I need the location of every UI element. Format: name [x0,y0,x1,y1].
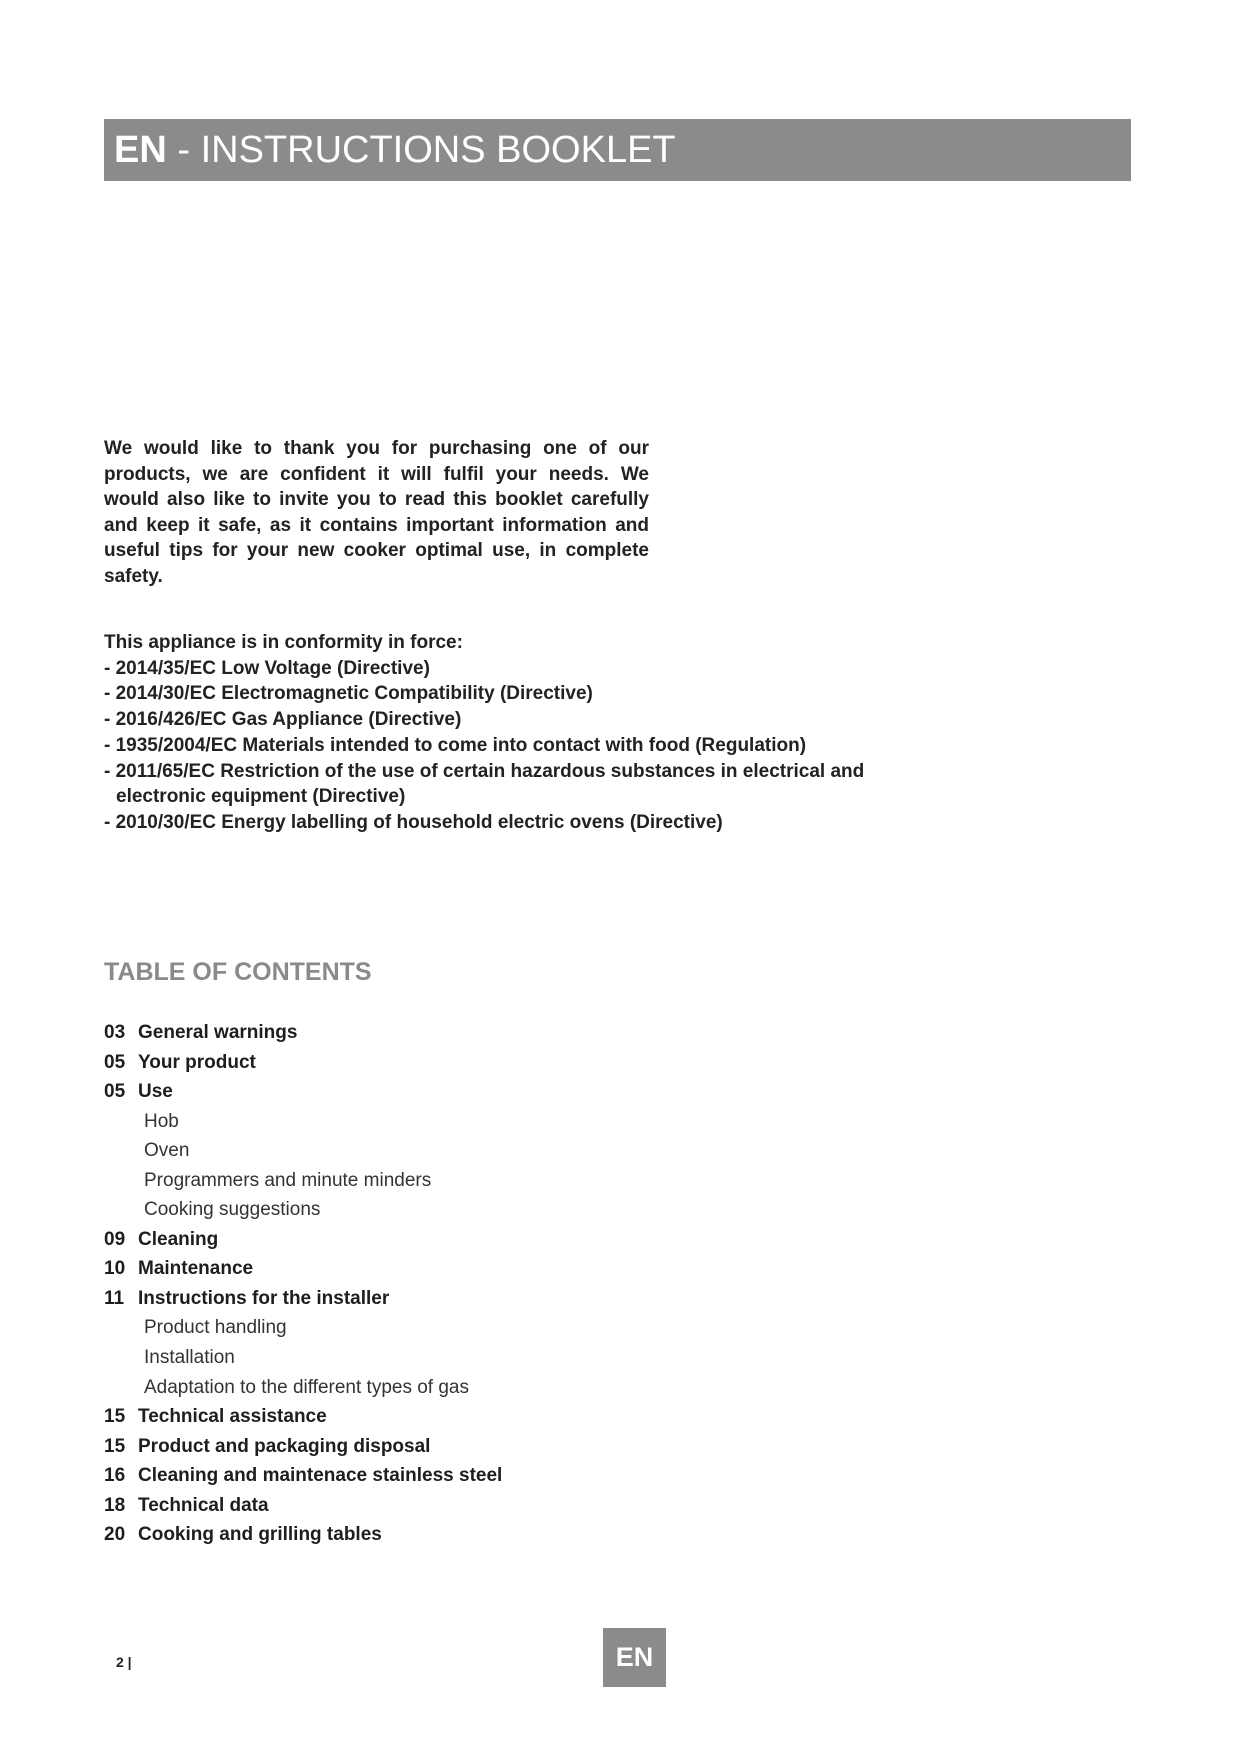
header-language-code: EN [114,129,167,171]
toc-entry [104,1520,804,1550]
toc-entry [104,1461,804,1491]
toc-entry-label: Cleaning and maintenace stainless steel [138,1465,503,1487]
toc-entry [104,1048,804,1078]
toc-entry-label: Technical assistance [138,1406,327,1428]
toc-subentry: Cooking suggestions [144,1199,321,1221]
conformity-item: - 2016/426/EC Gas Appliance (Directive) [104,709,462,731]
conformity-item: - 1935/2004/EC Materials intended to come into contact with food (Regulation) [104,734,807,756]
conformity-item: - 2011/65/EC Restriction of the use of certain hazardous substances in electrical and electronic equipment (Directive) [104,760,865,808]
header-banner [104,119,1131,181]
toc-page-number: 11 [104,1287,125,1309]
toc-entry [104,1254,804,1284]
page-number: 2 | [116,1654,132,1670]
toc-subentry: Hob [144,1110,179,1132]
toc-entry-label: Use [138,1081,173,1103]
toc-title: TABLE OF CONTENTS [104,958,372,986]
toc-entry-label: Technical data [138,1494,269,1516]
toc-subentry: Oven [144,1140,190,1162]
toc-entry-label: Your product [138,1051,256,1073]
toc-entry-label: General warnings [138,1022,298,1043]
toc-entry-label: Maintenance [138,1258,254,1280]
toc-entry [104,1077,804,1107]
toc-entry-label: Instructions for the installer [138,1287,390,1309]
conformity-item: - 2014/35/EC Low Voltage (Directive) [104,657,430,679]
toc-entry [104,1284,804,1314]
conformity-section [104,630,904,836]
conformity-item: - 2010/30/EC Energy labelling of household electric ovens (Directive) [104,811,723,833]
conformity-item: - 2014/30/EC Electromagnetic Compatibility (Directive) [104,683,593,705]
toc-subentry: Product handling [144,1317,287,1339]
toc-page-number: 05 [104,1051,126,1073]
toc-page-number: 16 [104,1465,126,1487]
toc-page-number: 03 [104,1022,126,1043]
toc-entry-label: Cleaning [138,1228,219,1250]
toc-page-number: 15 [104,1406,126,1428]
toc-page-number: 09 [104,1228,126,1250]
toc-page-number: 15 [104,1435,126,1457]
toc-page-number: 05 [104,1081,126,1103]
toc-entry-label: Product and packaging disposal [138,1435,431,1457]
toc-entry [104,1402,804,1432]
toc-subentry: Programmers and minute minders [144,1169,432,1191]
toc-page-number: 20 [104,1524,126,1546]
conformity-list [104,656,904,836]
conformity-heading: This appliance is in conformity in force: [104,632,463,653]
toc-entry [104,1225,804,1255]
toc-subentry: Adaptation to the different types of gas [144,1376,469,1398]
toc-entry [104,1018,804,1048]
header-separator: - [166,129,201,171]
toc-page-number: 10 [104,1258,126,1280]
language-badge: EN [603,1628,666,1687]
toc-entry [104,1432,804,1462]
toc-entry-label: Cooking and grilling tables [138,1524,382,1546]
toc-subentry: Installation [144,1347,235,1369]
table-of-contents [104,1018,804,1550]
toc-page-number: 18 [104,1494,126,1516]
header-title: INSTRUCTIONS BOOKLET [200,129,676,171]
toc-entry [104,1491,804,1521]
intro-paragraph: We would like to thank you for purchasing one of our products, we are confident it will fulfil your needs. We would also like to invite you to read this booklet carefully and keep it safe, as it contains important information and useful tips for your new cooker optimal use, in complete safety. [104,438,649,587]
